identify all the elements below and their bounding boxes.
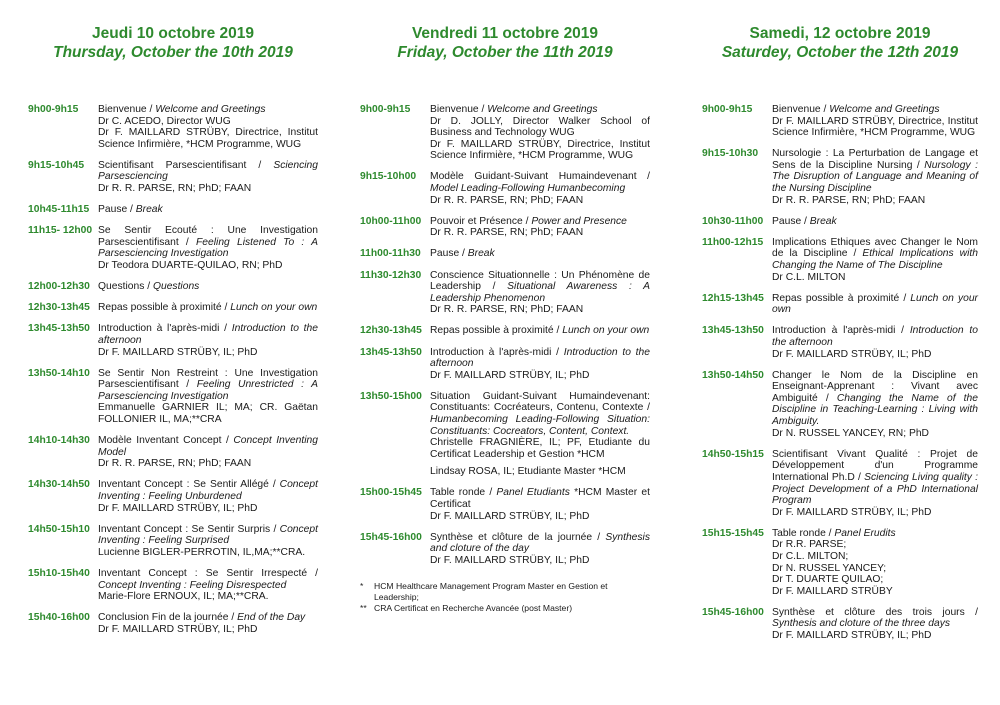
session-text-en: Lunch on your own	[772, 292, 978, 316]
session-line	[98, 160, 318, 183]
session-line	[98, 183, 318, 195]
day-header	[28, 24, 318, 62]
session-text-en: Synthesis and cloture of the day	[430, 531, 650, 555]
session-text: Lucienne BIGLER-PERROTIN, IL,MA;**CRA.	[98, 546, 306, 558]
schedule-entry	[702, 148, 978, 206]
session-text-en: Questions	[152, 281, 200, 293]
session-line	[772, 104, 978, 116]
schedule-entry	[28, 281, 318, 293]
session-text: Repas possible à proximité /	[98, 302, 231, 314]
session-line	[98, 127, 318, 150]
session-line	[98, 225, 318, 260]
session-text: Dr R. R. PARSE, RN; PhD; FAAN	[98, 458, 252, 470]
session-line	[430, 466, 650, 478]
session-text: Scientifisant Vivant Qualité : Projet de Développement d'un Programme International Ph.D /	[772, 448, 978, 483]
session-text-extra: *HCM Master et Certificat	[430, 487, 650, 511]
session-text: Dr F. MAILLARD STRÜBY, IL; PhD	[430, 554, 590, 566]
footnote-mark: *	[360, 580, 364, 591]
session-text: Conscience Situationnelle : Un Phénomène de Leadership /	[430, 269, 650, 293]
session-text: Dr R. R. PARSE, RN; PhD; FAAN	[430, 227, 584, 239]
session-text-en: Concept Inventing : Feeling Disrespected	[98, 579, 287, 591]
session-text: Situation Guidant-Suivant Humaindevenant: Constituants: Cocréateurs, Contenu, Contexte /	[430, 390, 650, 414]
session-text: Marie-Flore ERNOUX, IL; MA;**CRA.	[98, 591, 269, 603]
session-text: Pouvoir et Présence /	[430, 215, 532, 227]
session-details	[98, 281, 318, 293]
session-text-en: Concept Inventing : Feeling Surprised	[98, 523, 318, 547]
session-details	[98, 160, 318, 195]
schedule-entry	[360, 487, 650, 522]
time-slot: 13h45-13h50	[28, 323, 90, 335]
session-text: Pause /	[430, 248, 468, 260]
session-line	[98, 524, 318, 547]
time-slot: 9h00-9h15	[28, 104, 79, 115]
schedule-entry	[360, 270, 650, 316]
session-text: Dr R. R. PARSE, RN; PhD; FAAN	[430, 304, 584, 316]
session-text: Dr Teodora DUARTE-QUILAO, RN; PhD	[98, 260, 283, 272]
session-line	[430, 370, 650, 382]
time-slot: 15h45-16h00	[702, 606, 764, 618]
day-title-en: Friday, October the 11th 2019	[397, 44, 613, 61]
session-line	[430, 216, 650, 228]
session-line	[98, 368, 318, 403]
session-text: Dr F. MAILLARD STRÜBY, IL; PhD	[98, 623, 258, 635]
session-line	[430, 532, 650, 555]
session-text: Inventant Concept : Se Sentir Irrespecté /	[98, 567, 318, 579]
session-text: Pause /	[772, 215, 810, 227]
session-text: Dr R.R. PARSE;	[772, 539, 847, 551]
session-line	[98, 347, 318, 359]
day-column-thursday	[28, 0, 318, 645]
session-line	[98, 435, 318, 458]
session-details	[772, 148, 978, 206]
session-text: Modèle Guidant-Suivant Humaindevenant /	[430, 171, 650, 183]
time-slot: 10h00-11h00	[360, 215, 422, 227]
day-title-en: Saturdey, October the 12th 2019	[721, 44, 959, 61]
schedule-entry	[28, 568, 318, 603]
session-details	[98, 225, 318, 271]
session-text: Emmanuelle GARNIER IL; MA; CR. Gaëtan FOLLONIER IL, MA;**CRA	[98, 402, 318, 425]
session-details	[98, 302, 318, 314]
session-line	[430, 104, 650, 116]
session-details	[772, 370, 978, 440]
session-text: Bienvenue /	[430, 104, 488, 115]
session-details	[430, 104, 650, 162]
time-slot: 9h00-9h15	[360, 104, 411, 115]
session-line	[772, 449, 978, 507]
session-text-en: Welcome and Greetings	[487, 104, 598, 115]
session-line	[98, 402, 318, 425]
session-details	[430, 325, 650, 337]
session-line	[430, 304, 650, 316]
session-line	[430, 347, 650, 370]
session-line	[772, 428, 978, 440]
schedule-entry	[702, 528, 978, 598]
session-text-en: Concept Inventing Model	[98, 435, 318, 458]
day-column-friday	[360, 0, 650, 614]
session-line	[430, 555, 650, 567]
schedule-entry	[28, 160, 318, 195]
session-text-en: Sciencing Living quality : Project Development of a PhD International Program	[772, 471, 978, 507]
schedule-entry	[28, 323, 318, 358]
session-line	[98, 104, 318, 116]
day-title-fr: Samedi, 12 octobre 2019	[749, 25, 931, 42]
time-slot: 9h15-10h30	[702, 148, 759, 160]
session-text: Dr R. R. PARSE, RN; PhD; FAAN	[430, 194, 584, 206]
schedule-entry	[702, 607, 978, 642]
day-column-saturday	[702, 0, 978, 651]
session-text: Dr D. JOLLY, Director Walker School of Business and Technology WUG	[430, 115, 650, 139]
session-details	[98, 479, 318, 514]
session-details	[430, 171, 650, 206]
footnote	[360, 603, 650, 614]
session-text-en: Panel Erudits	[834, 527, 896, 539]
session-line	[772, 539, 978, 551]
session-details	[772, 449, 978, 519]
session-text: Repas possible à proximité /	[430, 325, 563, 337]
session-details	[98, 524, 318, 559]
schedule-entry	[28, 104, 318, 150]
time-slot: 15h10-15h40	[28, 567, 90, 579]
schedule-entry	[28, 435, 318, 470]
time-slot: 15h45-16h00	[360, 531, 422, 543]
time-slot: 9h15-10h00	[360, 171, 417, 183]
time-slot: 9h00-9h15	[702, 104, 753, 115]
schedule-entry	[28, 204, 318, 216]
time-slot: 11h00-11h30	[360, 248, 421, 260]
session-text: Synthèse et clôture de la journée /	[430, 531, 606, 543]
session-text: Bienvenue /	[772, 104, 830, 115]
session-line	[98, 503, 318, 515]
session-details	[772, 237, 978, 283]
time-slot: 14h50-15h15	[702, 448, 764, 460]
session-line	[430, 116, 650, 139]
time-slot: 11h00-12h15	[702, 236, 764, 248]
session-line	[772, 586, 978, 598]
session-text: Synthèse et clôture des trois jours /	[772, 606, 978, 618]
session-line	[772, 574, 978, 586]
footnotes	[360, 581, 650, 614]
time-slot: 13h45-13h50	[702, 325, 764, 337]
session-details	[430, 391, 650, 478]
session-text: Dr F. MAILLARD STRÜBY, IL; PhD	[772, 506, 932, 518]
session-text-en: Power and Presence	[531, 215, 627, 227]
session-text: Dr T. DUARTE QUILAO;	[772, 574, 884, 586]
session-text: Dr C.L. MILTON	[772, 271, 846, 283]
session-text: Inventant Concept : Se Sentir Surpris /	[98, 523, 280, 535]
session-details	[430, 216, 650, 239]
schedule-entry	[702, 325, 978, 360]
session-details	[98, 323, 318, 358]
session-text: Dr F. MAILLARD STRÜBY, Directrice, Institut Science Infirmière, *HCM Programme, WUG	[430, 138, 650, 162]
session-text-en: Welcome and Greetings	[155, 104, 266, 115]
session-text-en: End of the Day	[237, 612, 306, 624]
session-text: Dr N. RUSSEL YANCEY;	[772, 562, 887, 574]
session-line	[98, 624, 318, 636]
session-details	[98, 435, 318, 470]
footnote-text: HCM Healthcare Management Program Master en Gestion et Leadership;	[374, 580, 608, 602]
schedule-entry	[28, 368, 318, 426]
day-header	[702, 24, 978, 62]
session-line	[98, 302, 318, 314]
time-slot: 13h45-13h50	[360, 346, 422, 358]
session-text: Dr F. MAILLARD STRÜBY, Directrice, Institut Science Infirmière, *HCM Programme, WUG	[98, 127, 318, 150]
session-text: Dr R. R. PARSE, RN; PhD; FAAN	[772, 194, 926, 206]
session-line	[430, 511, 650, 523]
session-text: Introduction à l'après-midi /	[98, 323, 232, 335]
session-line	[98, 591, 318, 603]
schedule-list	[28, 104, 318, 635]
session-text: Se Sentir Non Restreint : Une Investigation Parsescientifisant /	[98, 367, 318, 391]
session-text-en: Break	[467, 248, 495, 260]
session-text: Modèle Inventant Concept /	[98, 435, 234, 447]
session-text-en: Introduction to the afternoon	[772, 325, 978, 348]
session-text-en: Sciencing Parsesciencing	[98, 159, 318, 183]
time-slot: 12h00-12h30	[28, 281, 90, 293]
session-line	[772, 630, 978, 642]
day-title-fr: Jeudi 10 octobre 2019	[92, 25, 254, 42]
session-text: Table ronde /	[772, 527, 835, 539]
session-line	[772, 607, 978, 630]
session-text-en: Feeling Listened To : A Parsesciencing Investigation	[98, 236, 318, 260]
footnote	[360, 581, 650, 603]
session-text-en: Synthesis and cloture of the three days	[772, 618, 951, 630]
session-line	[772, 325, 978, 348]
session-text-en: Introduction to the afternoon	[98, 323, 318, 346]
session-text-en: Humanbecoming Leading-Following Situation: Constituants: Cocreators, Content, Context.	[430, 413, 650, 437]
session-line	[98, 479, 318, 502]
session-text-en: Feeling Unrestricted : A Parsesciencing Investigation	[98, 379, 318, 402]
session-details	[430, 270, 650, 316]
session-text: Nursologie : La Perturbation de Langage et Sens de la Discipline Nursing /	[772, 148, 978, 171]
session-line	[430, 270, 650, 305]
time-slot: 14h50-15h10	[28, 523, 90, 535]
session-line	[98, 260, 318, 272]
schedule-entry	[702, 216, 978, 228]
session-line	[430, 227, 650, 239]
time-slot: 10h30-11h00	[702, 215, 764, 227]
session-text: Introduction à l'après-midi /	[772, 325, 910, 337]
session-line	[98, 204, 318, 216]
session-details	[772, 216, 978, 228]
session-details	[430, 347, 650, 382]
schedule-entry	[702, 104, 978, 139]
session-line	[772, 293, 978, 316]
schedule-entry	[702, 449, 978, 519]
schedule-entry	[360, 532, 650, 567]
session-text-en: Concept Inventing : Feeling Unburdened	[98, 479, 318, 502]
session-text: Table ronde /	[430, 487, 497, 499]
session-text-en: Panel Etudiants	[496, 487, 570, 499]
session-line	[98, 323, 318, 346]
schedule-entry	[28, 612, 318, 635]
day-title-fr: Vendredi 11 octobre 2019	[411, 25, 599, 42]
time-slot: 12h30-13h45	[360, 325, 422, 337]
day-title-en: Thursday, October the 10th 2019	[53, 44, 293, 61]
session-line	[98, 568, 318, 591]
schedule-entry	[28, 524, 318, 559]
schedule-entry	[360, 216, 650, 239]
session-text: Dr C.L. MILTON;	[772, 551, 849, 562]
session-line	[772, 528, 978, 540]
schedule-entry	[360, 104, 650, 162]
time-slot: 12h15-13h45	[702, 292, 764, 304]
session-line	[772, 216, 978, 228]
session-text: Repas possible à proximité /	[772, 292, 911, 304]
session-text: Dr F. MAILLARD STRÜBY	[772, 585, 893, 597]
time-slot: 11h30-12h30	[360, 269, 422, 281]
session-text-en: Ethical Implications with Changing the Name of The Discipline	[772, 248, 978, 272]
session-details	[772, 104, 978, 139]
time-slot: 14h30-14h50	[28, 479, 90, 491]
session-line	[98, 547, 318, 559]
time-slot: 10h45-11h15	[28, 204, 90, 216]
session-text: Conclusion Fin de la journée /	[98, 612, 238, 624]
time-slot: 13h50-14h50	[702, 369, 764, 381]
session-details	[772, 607, 978, 642]
session-details	[430, 487, 650, 522]
day-header	[360, 24, 650, 62]
session-text: Lindsay ROSA, IL; Etudiante Master *HCM	[430, 466, 626, 478]
session-line	[772, 551, 978, 563]
schedule-entry	[360, 325, 650, 337]
session-text: Inventant Concept : Se Sentir Allégé /	[98, 479, 280, 491]
session-text: Dr C. ACEDO, Director WUG	[98, 115, 231, 127]
schedule-entry	[28, 479, 318, 514]
session-text-en: Situational Awareness : A Leadership Phenomenon	[430, 281, 650, 304]
time-slot: 15h40-16h00	[28, 612, 90, 624]
session-text: Se Sentir Ecouté : Une Investigation Parsescientifisant /	[98, 225, 318, 248]
session-text: Bienvenue /	[98, 104, 156, 115]
session-line	[98, 281, 318, 293]
session-line	[772, 507, 978, 519]
session-line	[98, 116, 318, 128]
session-line	[430, 437, 650, 460]
session-line	[430, 487, 650, 510]
session-text: Changer le Nom de la Discipline en Enseignant-Apprenant : Vivant avec Ambiguité /	[772, 369, 978, 404]
session-details	[430, 248, 650, 260]
session-line	[772, 370, 978, 428]
session-text: Dr F. MAILLARD STRÜBY, Directrice, Institut Science Infirmière, *HCM Programme, WUG	[772, 115, 978, 139]
session-line	[772, 237, 978, 272]
session-text-en: Welcome and Greetings	[829, 104, 940, 115]
session-details	[98, 568, 318, 603]
time-slot: 15h00-15h45	[360, 487, 422, 499]
schedule-list	[360, 104, 650, 567]
session-text: Pause /	[98, 204, 136, 216]
session-details	[772, 293, 978, 316]
session-text-en: Break	[135, 204, 163, 216]
session-line	[430, 248, 650, 260]
session-text: Dr F. MAILLARD STRÜBY, IL; PhD	[430, 369, 590, 381]
session-line	[430, 171, 650, 194]
session-text: Dr F. MAILLARD STRÜBY, IL; PhD	[98, 346, 258, 358]
schedule-list	[702, 104, 978, 642]
time-slot: 11h15- 12h00	[28, 225, 93, 237]
session-details	[772, 325, 978, 360]
session-details	[772, 528, 978, 598]
session-text-en: Lunch on your own	[562, 325, 650, 337]
session-line	[772, 148, 978, 194]
session-line	[772, 563, 978, 575]
session-line	[772, 272, 978, 284]
session-details	[98, 612, 318, 635]
session-text: Dr F. MAILLARD STRÜBY, IL; PhD	[772, 348, 932, 360]
session-text-en: Introduction to the afternoon	[430, 346, 650, 370]
session-line	[772, 349, 978, 361]
session-text: Scientifisant Parsescientifisant /	[98, 159, 274, 171]
session-line	[772, 195, 978, 207]
session-line	[772, 116, 978, 139]
session-text-en: Nursology : The Disruption of Language and Meaning of the Nursing Discipline	[772, 159, 979, 195]
session-line	[430, 391, 650, 437]
session-details	[98, 204, 318, 216]
schedule-entry	[28, 302, 318, 314]
session-text: Dr F. MAILLARD STRÜBY, IL; PhD	[430, 510, 590, 522]
schedule-entry	[702, 237, 978, 283]
time-slot: 9h15-10h45	[28, 159, 85, 171]
session-text: Dr F. MAILLARD STRÜBY, IL; PhD	[98, 502, 258, 514]
session-details	[430, 532, 650, 567]
session-text: Christelle FRAGNIÈRE, IL; PF, Etudiante du Certificat Leadership et Gestion *HCM	[430, 437, 650, 460]
schedule-entry	[702, 293, 978, 316]
footnote-text: CRA Certificat en Recherche Avancée (post Master)	[374, 602, 573, 613]
time-slot: 13h50-14h10	[28, 367, 90, 379]
session-text-en: Lunch on your own	[230, 302, 318, 314]
session-text: Questions /	[98, 281, 153, 293]
session-text: Introduction à l'après-midi /	[430, 346, 564, 358]
schedule-entry	[702, 370, 978, 440]
session-text: Dr N. RUSSEL YANCEY, RN; PhD	[772, 427, 929, 439]
time-slot: 13h50-15h00	[360, 390, 422, 402]
session-text-en: Break	[809, 215, 837, 227]
session-text: Dr R. R. PARSE, RN; PhD; FAAN	[98, 183, 252, 195]
time-slot: 12h30-13h45	[28, 302, 90, 314]
time-slot: 14h10-14h30	[28, 435, 90, 447]
schedule-entry	[360, 171, 650, 206]
session-text-en: Changing the Name of the Discipline in Teaching-Learning : Living with Ambiguity.	[772, 392, 978, 428]
session-line	[430, 325, 650, 337]
footnote-mark: **	[360, 602, 367, 613]
time-slot: 15h15-15h45	[702, 527, 764, 539]
session-line	[98, 458, 318, 470]
session-details	[98, 368, 318, 426]
schedule-entry	[360, 248, 650, 260]
session-line	[430, 195, 650, 207]
session-text-en: Model Leading-Following Humanbecoming	[430, 183, 626, 195]
schedule-entry	[360, 347, 650, 382]
session-text: Dr F. MAILLARD STRÜBY, IL; PhD	[772, 630, 932, 642]
session-text: Implications Ethiques avec Changer le Nom de la Discipline /	[772, 236, 978, 260]
schedule-entry	[28, 225, 318, 271]
session-details	[98, 104, 318, 150]
session-line	[98, 612, 318, 624]
session-line	[430, 139, 650, 162]
schedule-entry	[360, 391, 650, 478]
